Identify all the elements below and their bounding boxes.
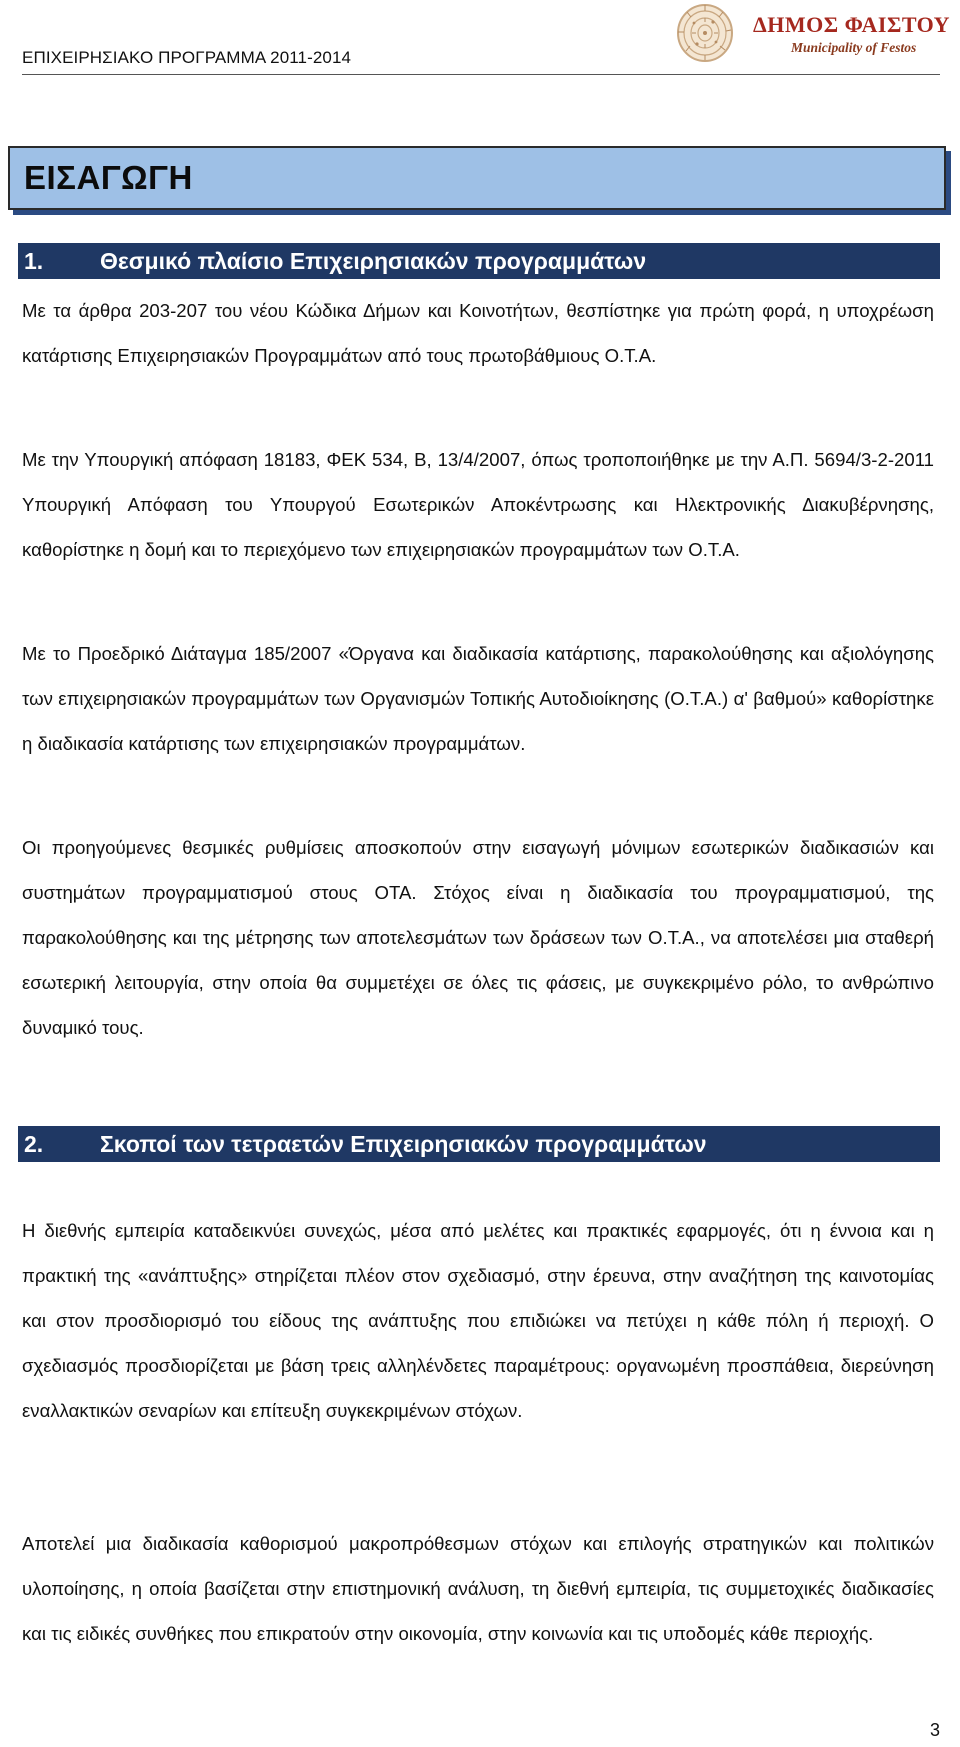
phaistos-disc-icon [675,2,735,64]
program-title: ΕΠΙΧΕΙΡΗΣΙΑΚΟ ΠΡΟΓΡΑΜΜΑ 2011-2014 [22,48,352,67]
section-2-heading [18,1126,940,1162]
section-2-title: Σκοποί των τετραετών Επιχειρησιακών προγραμμάτων [100,1131,707,1157]
section-1-paragraph-2: Με την Υπουργική απόφαση 18183, ΦΕΚ 534, Β, 13/4/2007, όπως τροποποιήθηκε με την Α.Π. 5694/3-2-2011 Υπουργική Απόφαση του Υπουργού Εσωτερικών Αποκέντρωσης και Ηλεκτρονικής Διακυβέρνησης, καθορίστηκε η δομή και το περιεχόμενο των επιχειρησιακών προγραμμάτων των Ο.Τ.Α. [22,449,934,560]
section-1-paragraph-4: Οι προηγούμενες θεσμικές ρυθμίσεις αποσκοπούν στην εισαγωγή μόνιμων εσωτερικών διαδικασιών και συστημάτων προγραμματισμού στους ΟΤΑ. Στόχος είναι η διαδικασία του προγραμματισμού, της παρακολούθησης και της μέτρησης των αποτελεσμάτων των δράσεων των Ο.Τ.Α., να αποτελέσει μια σταθερή εσωτερική λειτουργία, στην οποία θα συμμετέχει σε όλες τις φάσεις, με συγκεκριμένο ρόλο, το ανθρώπινο δυναμικό τους. [22,837,934,1038]
page-number: 3 [929,1720,940,1740]
page-header [22,0,951,75]
municipality-subtitle: Municipality of Festos [791,40,917,55]
section-1-paragraph-3: Με το Προεδρικό Διάταγμα 185/2007 «Όργανα και διαδικασία κατάρτισης, παρακολούθησης και αξιολόγησης των επιχειρησιακών προγραμμάτων των Οργανισμών Τοπικής Αυτοδιοίκησης (Ο.Τ.Α.) α' βαθμού» καθορίστηκε η διαδικασία κατάρτισης των επιχειρησιακών προγραμμάτων. [22,643,934,754]
section-1-heading [18,243,940,279]
section-2-paragraph-1: Η διεθνής εμπειρία καταδεικνύει συνεχώς, μέσα από μελέτες και πρακτικές εφαρμογές, ότι η έννοια και η πρακτική της «ανάπτυξης» στηρίζεται πλέον στον σχεδιασμό, στην έρευνα, στην αναζήτηση της καινοτομίας και στον προσδιορισμό του είδους της ανάπτυξης που επιδιώκει να πετύχει η κάθε πόλη ή περιοχή. Ο σχεδιασμός προσδιορίζεται με βάση τρεις αλληλένδετες παραμέτρους: οργανωμένη προσπάθεια, διερεύνηση εναλλακτικών σεναρίων και επίτευξη συγκεκριμένων στόχων. [22,1220,934,1421]
intro-title: ΕΙΣΑΓΩΓΗ [24,159,193,196]
section-2-number: 2. [24,1131,44,1157]
section-1-paragraph-1: Με τα άρθρα 203-207 του νέου Κώδικα Δήμων και Κοινοτήτων, θεσπίστηκε για πρώτη φορά, η υποχρέωση κατάρτισης Επιχειρησιακών Προγραμμάτων από τους πρωτοβάθμιους Ο.Τ.Α. [22,300,934,366]
section-2-paragraph-2: Αποτελεί μια διαδικασία καθορισμού μακροπρόθεσμων στόχων και επιλογής στρατηγικών και πολιτικών υλοποίησης, η οποία βασίζεται στην επιστημονική ανάλυση, τη διεθνή εμπειρία, τις συμμετοχικές διαδικασίες και τις ειδικές συνθήκες που επικρατούν στην οικονομία, στην κοινωνία και τις υποδομές κάθε περιοχής. [22,1533,934,1644]
municipality-name: ΔΗΜΟΣ ΦΑΙΣΤΟΥ [753,12,951,37]
municipality-logo [675,2,951,68]
section-1-number: 1. [24,248,44,274]
section-1-title: Θεσμικό πλαίσιο Επιχειρησιακών προγραμμάτων [100,248,647,274]
intro-heading-box [8,146,946,210]
